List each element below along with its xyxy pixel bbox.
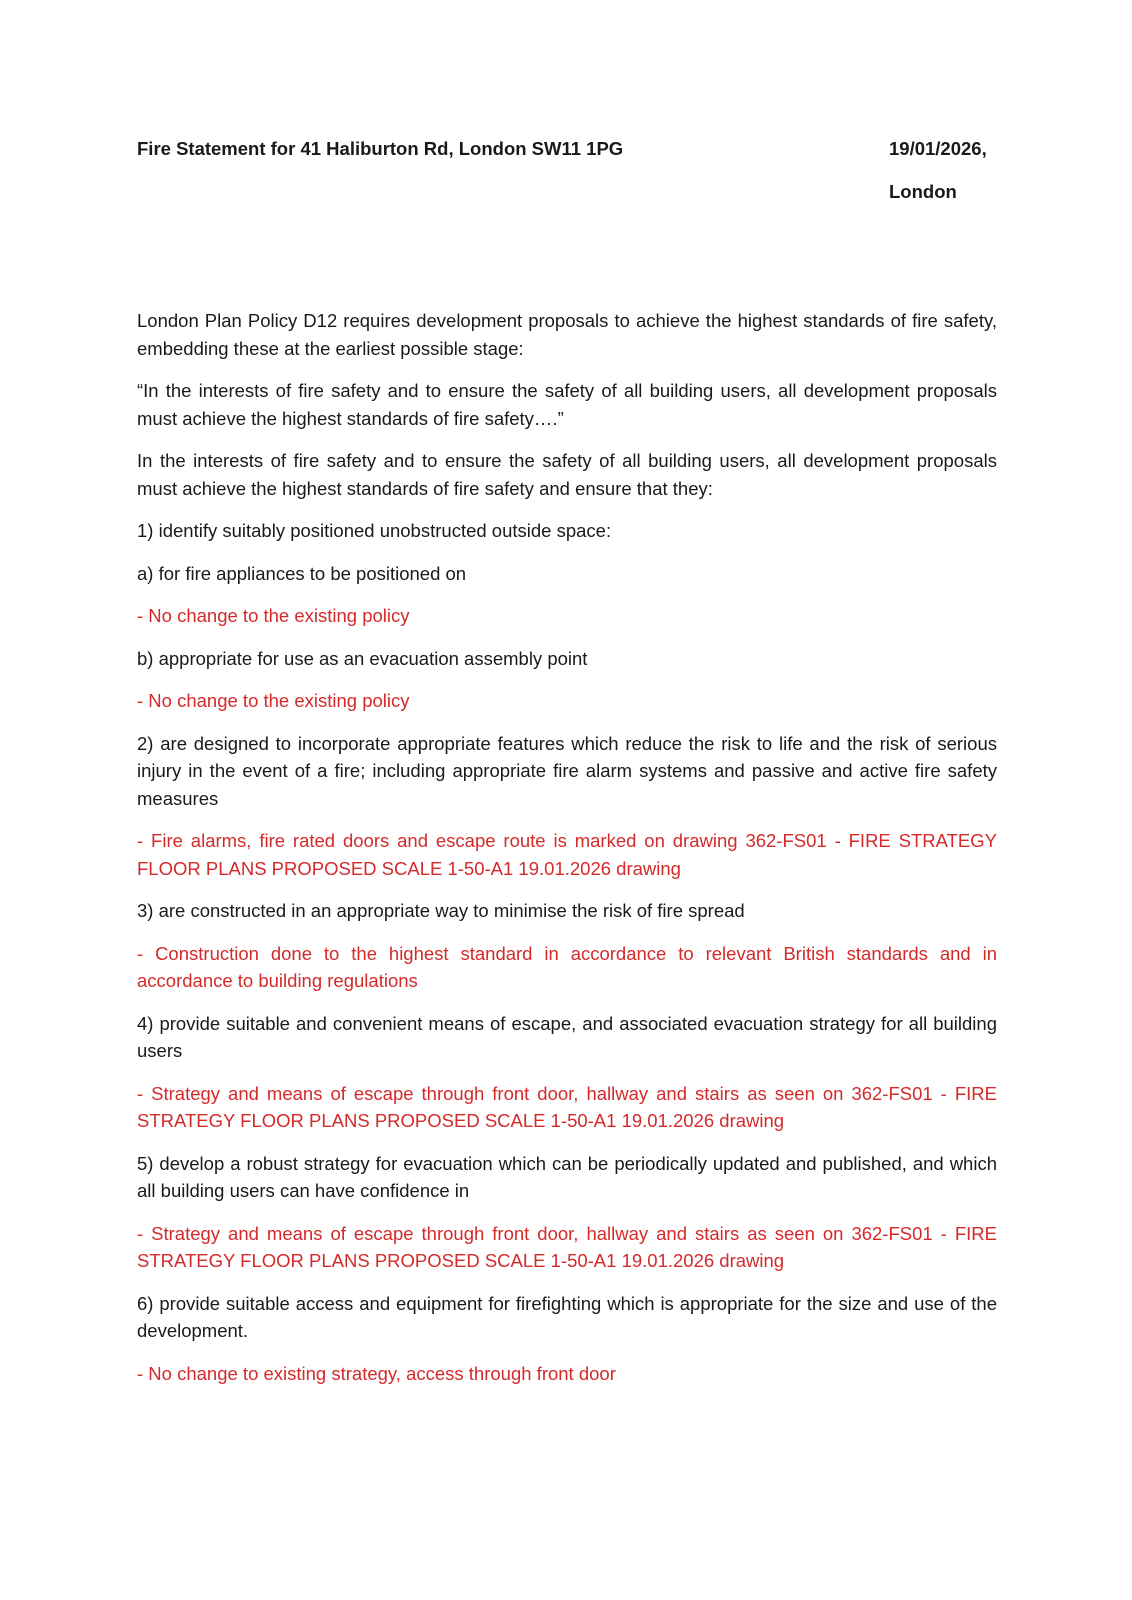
- response-6: - No change to existing strategy, access through front door: [137, 1362, 616, 1384]
- requirement-1a: a) for fire appliances to be positioned on: [137, 562, 467, 584]
- policy-requirements-paragraph: In the interests of fire safety and to ensure the safety of all building users, all development proposals must achieve the highest standards of fire safety and ensure that they:: [137, 450, 997, 499]
- requirement-3: 3) are constructed in an appropriate way to minimise the risk of fire spread: [137, 900, 745, 921]
- document-header: [137, 136, 997, 216]
- policy-quote-paragraph: “In the interests of fire safety and to ensure the safety of all building users, all development proposals must achieve the highest standards of fire safety….”: [137, 380, 997, 429]
- response-4: - Strategy and means of escape through front door, hallway and stairs as seen on 362-FS01 - FIRE STRATEGY FLOOR PLANS PROPOSED SCALE 1-50-A1 19.01.2026 drawing: [137, 1082, 997, 1131]
- document-place: London: [889, 181, 957, 202]
- response-2: - Fire alarms, fire rated doors and escape route is marked on drawing 362-FS01 - FIRE STRATEGY FLOOR PLANS PROPOSED SCALE 1-50-A1 19.01.2026 drawing: [137, 830, 997, 879]
- requirement-5: 5) develop a robust strategy for evacuation which can be periodically updated and published, and which all building users can have confidence in: [137, 1152, 997, 1201]
- requirement-2: 2) are designed to incorporate appropriate features which reduce the risk to life and the risk of serious injury in the event of a fire; including appropriate fire alarm systems and passive and active fire safety measures: [137, 732, 997, 809]
- requirement-4: 4) provide suitable and convenient means of escape, and associated evacuation strategy for all building users: [137, 1012, 997, 1061]
- requirement-6: 6) provide suitable access and equipment for firefighting which is appropriate for the size and use of the development.: [137, 1292, 997, 1341]
- requirement-1: 1) identify suitably positioned unobstructed outside space:: [137, 520, 612, 541]
- policy-intro-paragraph: London Plan Policy D12 requires development proposals to achieve the highest standards of fire safety, embedding these at the earliest possible stage:: [137, 310, 997, 359]
- requirement-1b: b) appropriate for use as an evacuation assembly point: [137, 647, 588, 669]
- response-3: - Construction done to the highest standard in accordance to relevant British standards and in accordance to building regulations: [137, 942, 997, 991]
- document-title: Fire Statement for 41 Haliburton Rd, London SW11 1PG: [137, 138, 624, 159]
- response-1b: - No change to the existing policy: [137, 690, 410, 711]
- response-5: - Strategy and means of escape through front door, hallway and stairs as seen on 362-FS01 - FIRE STRATEGY FLOOR PLANS PROPOSED SCALE 1-50-A1 19.01.2026 drawing: [137, 1222, 997, 1271]
- document-body: [137, 307, 997, 1402]
- document-date: 19/01/2026,: [889, 138, 987, 159]
- response-1a: - No change to the existing policy: [137, 605, 410, 626]
